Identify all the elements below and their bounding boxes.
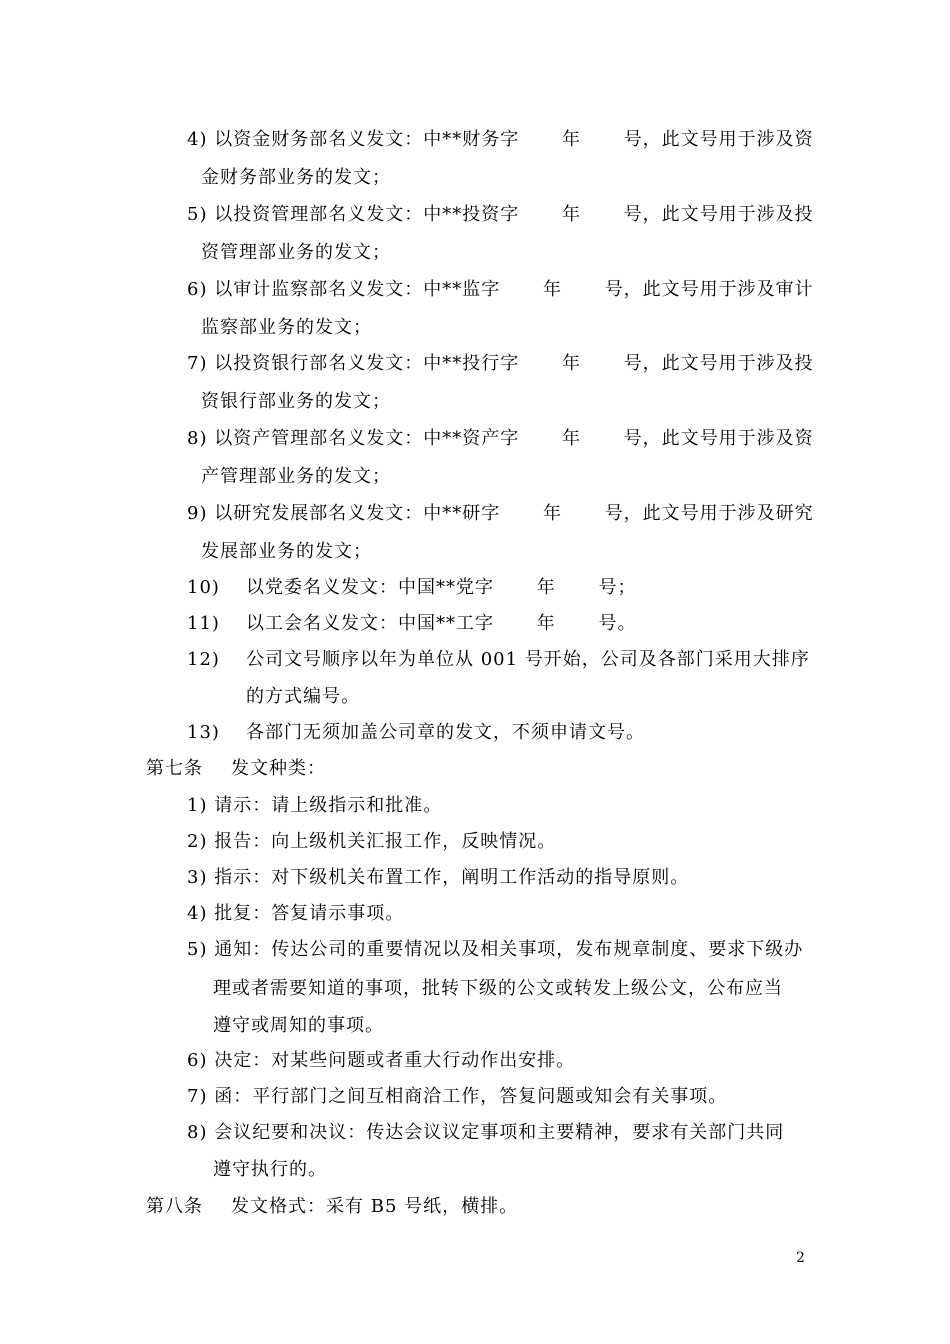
article-label: 第八条	[146, 1196, 203, 1217]
item-text: 年	[561, 129, 581, 150]
item-text: 年	[536, 613, 556, 634]
item-text: 号；	[598, 577, 637, 598]
item-text: 年	[561, 428, 581, 449]
item-text: 年	[536, 577, 556, 598]
item-text: 号。	[598, 613, 637, 634]
item-number: 3)	[187, 867, 208, 888]
item-text: 号，此文号用于涉及投	[623, 204, 814, 225]
item-text: 以工会名义发文：中国**工字	[246, 613, 494, 634]
list-item	[187, 278, 814, 302]
item-number: 7)	[187, 353, 208, 374]
item-number: 8)	[187, 1122, 208, 1143]
item-number: 13)	[187, 722, 220, 743]
list-item-continuation: 资银行部业务的发文；	[201, 391, 391, 412]
list-item	[187, 612, 636, 636]
item-number: 4)	[187, 903, 208, 924]
item-number: 5)	[187, 939, 208, 960]
item-text: 会议纪要和决议：传达会议议定事项和主要精神，要求有关部门共同	[214, 1122, 785, 1143]
item-number: 12)	[187, 649, 220, 670]
item-text: 年	[542, 503, 562, 524]
item-text: 以审计监察部名义发文：中**监字	[214, 279, 501, 300]
list-item	[187, 866, 689, 890]
list-item	[187, 721, 645, 745]
item-text: 号，此文号用于涉及资	[623, 129, 814, 150]
list-item	[187, 576, 636, 600]
item-number: 9)	[187, 503, 208, 524]
item-number: 6)	[187, 1050, 208, 1071]
item-text: 年	[542, 279, 562, 300]
item-number: 11)	[187, 613, 220, 634]
list-item	[187, 1121, 784, 1145]
list-item	[187, 938, 803, 962]
list-item	[187, 648, 810, 672]
page-number: 2	[796, 1250, 805, 1266]
item-number: 6)	[187, 279, 208, 300]
item-number: 8)	[187, 428, 208, 449]
item-text: 号，此文号用于涉及审计	[604, 279, 814, 300]
item-text: 以资产管理部名义发文：中**资产字	[214, 428, 520, 449]
item-text: 报告：向上级机关汇报工作，反映情况。	[214, 831, 557, 852]
item-text: 函：平行部门之间互相商洽工作，答复问题或知会有关事项。	[214, 1086, 728, 1107]
item-text: 号，此文号用于涉及资	[623, 428, 814, 449]
article-heading	[146, 757, 326, 781]
list-item-continuation: 理或者需要知道的事项，批转下级的公文或转发上级公文，公布应当	[213, 978, 783, 999]
item-text: 通知：传达公司的重要情况以及相关事项，发布规章制度、要求下级办	[214, 939, 804, 960]
list-item	[187, 427, 814, 451]
list-item	[187, 203, 814, 227]
item-number: 4)	[187, 129, 208, 150]
article-title: 发文种类：	[231, 758, 326, 779]
list-item	[187, 794, 442, 818]
list-item	[187, 830, 556, 854]
list-item-continuation: 监察部业务的发文；	[201, 317, 372, 338]
item-number: 2)	[187, 831, 208, 852]
list-item-continuation: 产管理部业务的发文；	[201, 466, 391, 487]
item-number: 10)	[187, 577, 220, 598]
item-number: 7)	[187, 1086, 208, 1107]
list-item-continuation: 遵守执行的。	[213, 1159, 327, 1180]
item-text: 以研究发展部名义发文：中**研字	[214, 503, 501, 524]
list-item	[187, 1085, 727, 1109]
item-text: 公司文号顺序以年为单位从 001 号开始，公司及各部门采用大排序	[246, 649, 810, 670]
item-number: 1)	[187, 795, 208, 816]
item-text: 批复：答复请示事项。	[214, 903, 405, 924]
item-text: 号，此文号用于涉及研究	[604, 503, 814, 524]
item-text: 以资金财务部名义发文：中**财务字	[214, 129, 520, 150]
list-item-continuation: 发展部业务的发文；	[201, 541, 372, 562]
item-text: 以党委名义发文：中国**党字	[246, 577, 494, 598]
list-item	[187, 352, 814, 376]
item-text: 号，此文号用于涉及投	[623, 353, 814, 374]
list-item-continuation: 遵守或周知的事项。	[213, 1015, 384, 1036]
item-text: 请示：请上级指示和批准。	[214, 795, 443, 816]
item-text: 以投资银行部名义发文：中**投行字	[214, 353, 520, 374]
list-item	[187, 902, 404, 926]
item-text: 年	[561, 353, 581, 374]
item-text: 指示：对下级机关布置工作，阐明工作活动的指导原则。	[214, 867, 690, 888]
article-heading	[146, 1195, 518, 1219]
item-text: 年	[561, 204, 581, 225]
article-title: 发文格式：采有 B5 号纸，横排。	[231, 1196, 519, 1217]
list-item-continuation: 资管理部业务的发文；	[201, 242, 391, 263]
item-number: 5)	[187, 204, 208, 225]
list-item-continuation: 金财务部业务的发文；	[201, 167, 391, 188]
article-label: 第七条	[146, 758, 203, 779]
list-item-continuation: 的方式编号。	[246, 686, 360, 707]
item-text: 以投资管理部名义发文：中**投资字	[214, 204, 520, 225]
list-item	[187, 502, 814, 526]
item-text: 决定：对某些问题或者重大行动作出安排。	[214, 1050, 576, 1071]
item-text: 各部门无须加盖公司章的发文，不须申请文号。	[246, 722, 645, 743]
list-item	[187, 1049, 575, 1073]
list-item	[187, 128, 814, 152]
